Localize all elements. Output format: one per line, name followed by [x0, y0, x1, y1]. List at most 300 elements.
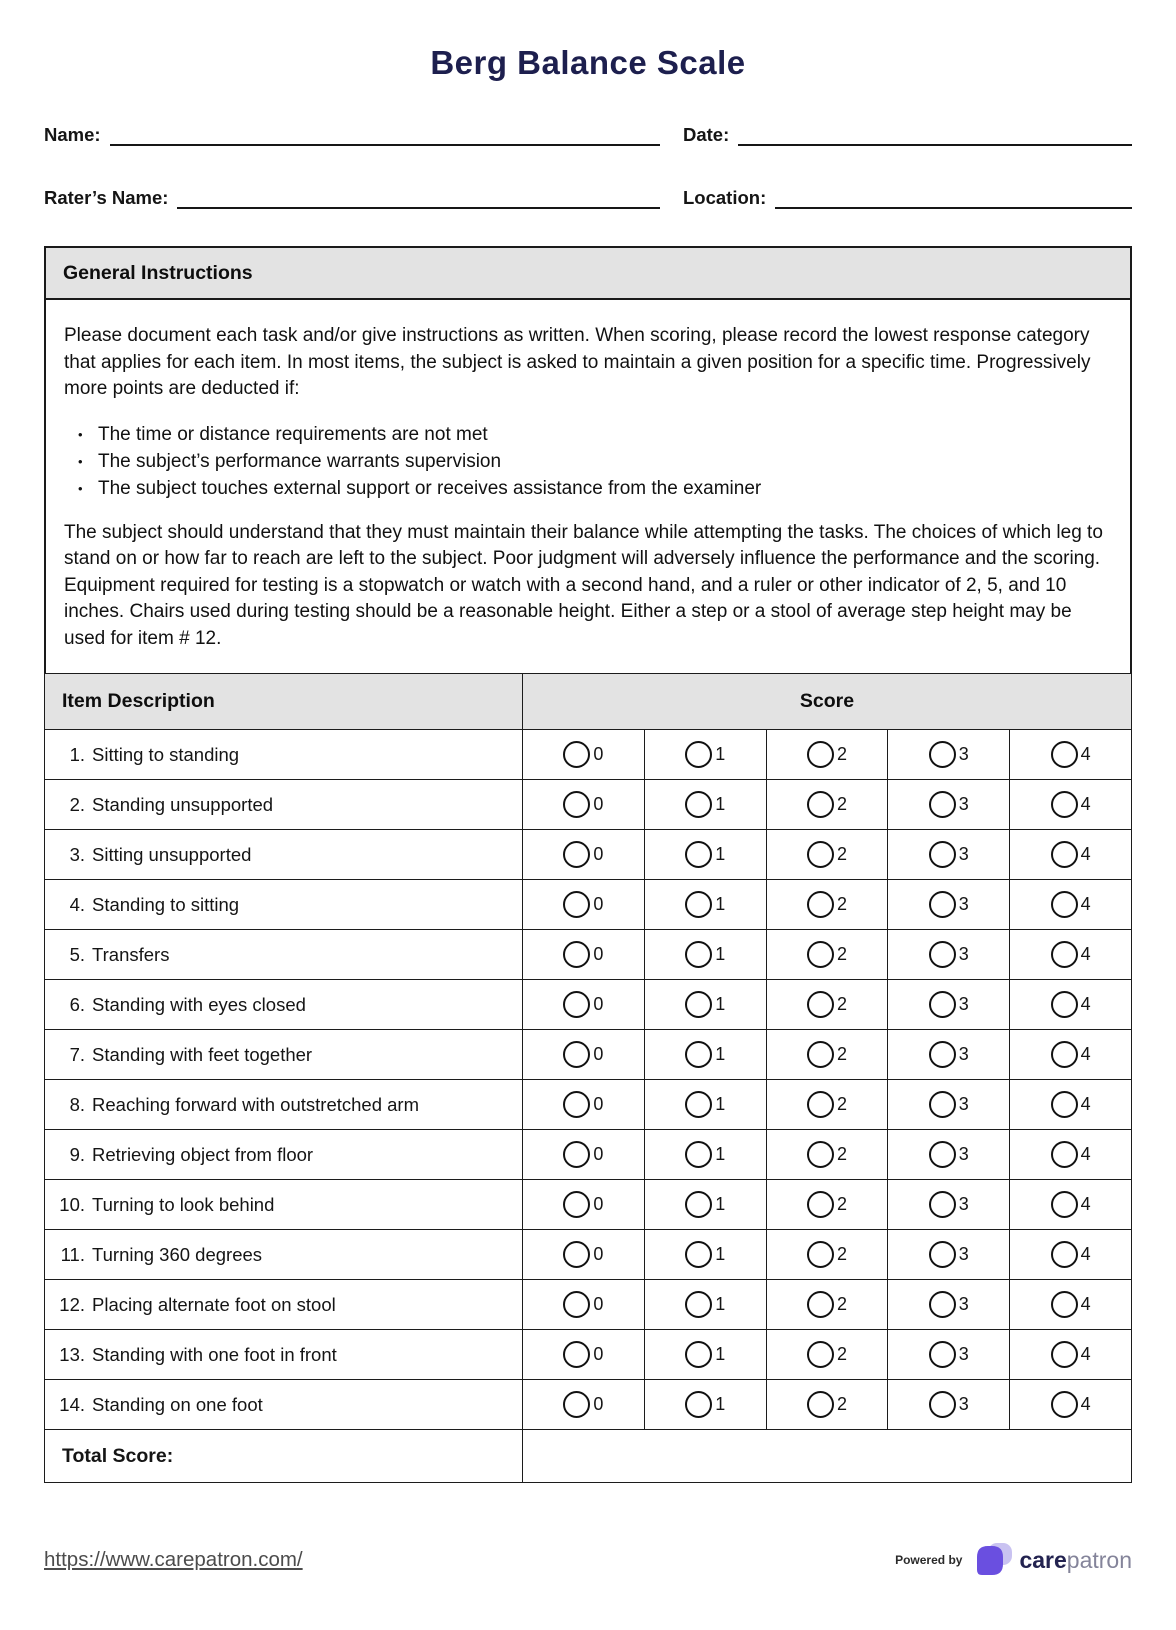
general-instructions-box: [44, 246, 1132, 675]
score-cell: [644, 880, 766, 930]
brand-patron-text: patron: [1066, 1546, 1132, 1573]
score-value: 3: [958, 1144, 969, 1164]
score-radio-1[interactable]: [685, 791, 712, 818]
score-value: 0: [593, 1244, 604, 1264]
item-cell: [45, 930, 523, 980]
score-value: 4: [1080, 1344, 1091, 1364]
score-radio-3[interactable]: [929, 1291, 956, 1318]
score-value: 1: [715, 1294, 726, 1314]
item-label: Transfers: [92, 943, 170, 965]
item-cell: [45, 1180, 523, 1230]
score-cell: [523, 1280, 645, 1330]
table-row: [45, 880, 1132, 930]
score-value: 3: [958, 944, 969, 964]
item-number: 14.: [59, 1393, 85, 1415]
powered-by-label: Powered by: [895, 1553, 963, 1567]
score-radio-2[interactable]: [807, 1241, 834, 1268]
powered-by-block: [895, 1541, 1132, 1579]
score-value: 2: [836, 1094, 847, 1114]
score-value: 0: [593, 1194, 604, 1214]
score-radio-3[interactable]: [929, 791, 956, 818]
score-radio-3[interactable]: [929, 1041, 956, 1068]
score-radio-3[interactable]: [929, 841, 956, 868]
item-cell: [45, 1280, 523, 1330]
instructions-intro: Please document each task and/or give instructions as written. When scoring, please record the lowest response category that applies for each item. In most items, the subject is asked to maintain a given position for a specific time. Progressively more points are deducted if:: [64, 325, 1091, 399]
score-cell: [523, 1230, 645, 1280]
score-cell: [766, 1330, 888, 1380]
item-label: Standing with feet together: [92, 1043, 313, 1065]
rater-name-field: [44, 183, 660, 209]
score-cell: [888, 930, 1010, 980]
item-number: 10.: [59, 1193, 85, 1215]
bullet-item: [78, 421, 1112, 448]
carepatron-logo: [972, 1541, 1132, 1579]
score-radio-4[interactable]: [1051, 991, 1078, 1018]
brand-wordmark: [1019, 1546, 1132, 1573]
item-label: Retrieving object from floor: [92, 1143, 314, 1165]
score-radio-1[interactable]: [685, 1141, 712, 1168]
score-radio-2[interactable]: [807, 991, 834, 1018]
score-cell: [644, 1130, 766, 1180]
score-cell: [1010, 930, 1132, 980]
item-cell: [45, 1080, 523, 1130]
score-cell: [766, 1380, 888, 1430]
score-radio-1[interactable]: [685, 841, 712, 868]
score-cell: [1010, 1280, 1132, 1330]
score-value: 0: [593, 944, 604, 964]
item-label: Turning 360 degrees: [92, 1243, 263, 1265]
score-table: [44, 673, 1132, 1483]
score-value: 2: [836, 744, 847, 764]
score-radio-3[interactable]: [929, 741, 956, 768]
score-cell: [644, 1330, 766, 1380]
table-row: [45, 830, 1132, 880]
score-radio-0[interactable]: [563, 1091, 590, 1118]
score-value: 0: [593, 994, 604, 1014]
score-cell: [888, 880, 1010, 930]
total-score-value-cell[interactable]: [523, 1430, 1132, 1483]
table-row: [45, 1330, 1132, 1380]
score-radio-3[interactable]: [929, 1241, 956, 1268]
score-cell: [1010, 1330, 1132, 1380]
score-radio-1[interactable]: [685, 1241, 712, 1268]
score-value: 1: [715, 1394, 726, 1414]
score-value: 3: [958, 794, 969, 814]
rater-name-label: Rater’s Name:: [44, 187, 169, 208]
name-input-line[interactable]: [110, 120, 660, 146]
score-value: 1: [715, 1344, 726, 1364]
table-row: [45, 730, 1132, 780]
score-radio-4[interactable]: [1051, 941, 1078, 968]
score-value: 0: [593, 794, 604, 814]
score-cell: [644, 730, 766, 780]
table-row: [45, 1080, 1132, 1130]
table-row: [45, 1180, 1132, 1230]
item-cell: [45, 1380, 523, 1430]
score-value: 0: [593, 1144, 604, 1164]
score-value: 1: [715, 1094, 726, 1114]
score-radio-3[interactable]: [929, 941, 956, 968]
score-value: 4: [1080, 1144, 1091, 1164]
score-cell: [644, 1180, 766, 1230]
score-radio-1[interactable]: [685, 1091, 712, 1118]
score-cell: [1010, 980, 1132, 1030]
score-radio-2[interactable]: [807, 1291, 834, 1318]
score-radio-0[interactable]: [563, 1391, 590, 1418]
item-cell: [45, 980, 523, 1030]
score-radio-4[interactable]: [1051, 1341, 1078, 1368]
score-cell: [888, 980, 1010, 1030]
score-value: 0: [593, 894, 604, 914]
score-cell: [766, 1080, 888, 1130]
item-number: 4.: [69, 893, 85, 915]
score-value: 4: [1080, 1294, 1091, 1314]
score-cell: [644, 830, 766, 880]
score-radio-4[interactable]: [1051, 791, 1078, 818]
item-number: 1.: [69, 743, 85, 765]
score-value: 0: [593, 1094, 604, 1114]
score-radio-1[interactable]: [685, 1041, 712, 1068]
score-radio-2[interactable]: [807, 891, 834, 918]
score-cell: [644, 1280, 766, 1330]
score-value: 1: [715, 944, 726, 964]
score-cell: [766, 1130, 888, 1180]
item-label: Standing on one foot: [92, 1393, 263, 1415]
bullet-item: [78, 448, 1112, 475]
score-cell: [523, 1080, 645, 1130]
score-radio-4[interactable]: [1051, 1391, 1078, 1418]
score-radio-0[interactable]: [563, 941, 590, 968]
score-cell: [644, 1030, 766, 1080]
score-cell: [766, 930, 888, 980]
score-radio-0[interactable]: [563, 1041, 590, 1068]
score-value: 1: [715, 1194, 726, 1214]
score-radio-3[interactable]: [929, 891, 956, 918]
score-radio-0[interactable]: [563, 1291, 590, 1318]
score-radio-1[interactable]: [685, 741, 712, 768]
score-radio-0[interactable]: [563, 1191, 590, 1218]
page-footer: [44, 1541, 1132, 1579]
score-cell: [888, 1180, 1010, 1230]
score-radio-4[interactable]: [1051, 1041, 1078, 1068]
table-row: [45, 930, 1132, 980]
score-cell: [1010, 780, 1132, 830]
item-label: Turning to look behind: [92, 1193, 275, 1215]
score-value: 3: [958, 1394, 969, 1414]
score-header: Score: [523, 674, 1132, 730]
location-field: [683, 183, 1132, 209]
score-radio-2[interactable]: [807, 1091, 834, 1118]
score-cell: [766, 730, 888, 780]
score-value: 1: [715, 794, 726, 814]
score-cell: [888, 1080, 1010, 1130]
score-cell: [644, 1380, 766, 1430]
score-radio-1[interactable]: [685, 1391, 712, 1418]
score-value: 3: [958, 744, 969, 764]
score-radio-3[interactable]: [929, 1341, 956, 1368]
bullet-text: The subject’s performance warrants supervision: [98, 450, 502, 472]
score-cell: [888, 730, 1010, 780]
score-radio-2[interactable]: [807, 1141, 834, 1168]
score-table-body: [45, 730, 1132, 1430]
score-radio-0[interactable]: [563, 1341, 590, 1368]
score-cell: [1010, 1230, 1132, 1280]
score-value: 1: [715, 1044, 726, 1064]
bullet-item: [78, 475, 1112, 502]
score-value: 2: [836, 944, 847, 964]
carepatron-blob-icon: [972, 1541, 1014, 1579]
score-value: 3: [958, 894, 969, 914]
score-value: 3: [958, 844, 969, 864]
score-radio-1[interactable]: [685, 891, 712, 918]
item-number: 6.: [69, 993, 85, 1015]
score-radio-4[interactable]: [1051, 1141, 1078, 1168]
score-radio-1[interactable]: [685, 1291, 712, 1318]
general-instructions-body: [46, 300, 1130, 673]
score-cell: [523, 1380, 645, 1430]
score-cell: [523, 980, 645, 1030]
score-cell: [523, 1180, 645, 1230]
date-field: [683, 120, 1132, 146]
score-radio-0[interactable]: [563, 1141, 590, 1168]
bullet-text: The subject touches external support or receives assistance from the examiner: [98, 477, 762, 499]
item-cell: [45, 880, 523, 930]
item-number: 5.: [69, 943, 85, 965]
score-cell: [644, 930, 766, 980]
bullet-icon: •: [78, 426, 83, 442]
item-number: 7.: [69, 1043, 85, 1065]
score-value: 1: [715, 894, 726, 914]
score-radio-1[interactable]: [685, 991, 712, 1018]
score-value: 2: [836, 1344, 847, 1364]
score-value: 4: [1080, 844, 1091, 864]
item-label: Reaching forward with outstretched arm: [92, 1093, 419, 1115]
score-cell: [888, 1130, 1010, 1180]
score-radio-3[interactable]: [929, 1391, 956, 1418]
score-radio-1[interactable]: [685, 1341, 712, 1368]
score-cell: [523, 780, 645, 830]
item-cell: [45, 730, 523, 780]
score-radio-2[interactable]: [807, 841, 834, 868]
score-value: 2: [836, 844, 847, 864]
item-cell: [45, 1330, 523, 1380]
score-cell: [888, 1230, 1010, 1280]
score-value: 1: [715, 1144, 726, 1164]
score-radio-0[interactable]: [563, 741, 590, 768]
brand-care-text: care: [1019, 1546, 1067, 1573]
score-value: 3: [958, 994, 969, 1014]
score-cell: [523, 1030, 645, 1080]
table-header-row: [45, 674, 1132, 730]
score-cell: [888, 1380, 1010, 1430]
item-number: 3.: [69, 843, 85, 865]
score-radio-0[interactable]: [563, 991, 590, 1018]
table-row: [45, 780, 1132, 830]
score-radio-3[interactable]: [929, 991, 956, 1018]
score-value: 4: [1080, 744, 1091, 764]
score-radio-3[interactable]: [929, 1091, 956, 1118]
location-input-line[interactable]: [775, 183, 1132, 209]
score-cell: [1010, 1380, 1132, 1430]
score-radio-2[interactable]: [807, 1041, 834, 1068]
header-fields: [44, 120, 1132, 209]
table-row: [45, 980, 1132, 1030]
field-row-1: [44, 120, 1132, 146]
score-cell: [523, 930, 645, 980]
score-value: 2: [836, 1044, 847, 1064]
score-cell: [523, 1330, 645, 1380]
score-radio-0[interactable]: [563, 891, 590, 918]
bullet-icon: •: [78, 453, 83, 469]
score-value: 1: [715, 844, 726, 864]
score-value: 4: [1080, 894, 1091, 914]
score-radio-2[interactable]: [807, 1191, 834, 1218]
table-row: [45, 1130, 1132, 1180]
table-row: [45, 1030, 1132, 1080]
bullet-icon: •: [78, 480, 83, 496]
score-value: 1: [715, 994, 726, 1014]
item-cell: [45, 780, 523, 830]
score-value: 4: [1080, 1394, 1091, 1414]
field-row-2: [44, 183, 1132, 209]
score-value: 3: [958, 1344, 969, 1364]
score-radio-0[interactable]: [563, 1241, 590, 1268]
item-number: 13.: [59, 1343, 85, 1365]
score-value: 0: [593, 1294, 604, 1314]
score-radio-4[interactable]: [1051, 741, 1078, 768]
score-radio-4[interactable]: [1051, 841, 1078, 868]
item-label: Standing with one foot in front: [92, 1343, 337, 1365]
item-cell: [45, 1030, 523, 1080]
score-value: 2: [836, 1394, 847, 1414]
score-cell: [523, 730, 645, 780]
score-cell: [766, 1230, 888, 1280]
score-value: 2: [836, 1194, 847, 1214]
score-table-head: [45, 674, 1132, 730]
item-cell: [45, 830, 523, 880]
score-cell: [644, 1230, 766, 1280]
score-value: 2: [836, 794, 847, 814]
score-radio-0[interactable]: [563, 841, 590, 868]
score-radio-1[interactable]: [685, 941, 712, 968]
rater-name-input-line[interactable]: [177, 183, 660, 209]
table-row: [45, 1280, 1132, 1330]
name-field: [44, 120, 660, 146]
score-cell: [644, 1080, 766, 1130]
score-cell: [1010, 880, 1132, 930]
score-radio-4[interactable]: [1051, 1091, 1078, 1118]
score-value: 0: [593, 1344, 604, 1364]
score-radio-3[interactable]: [929, 1141, 956, 1168]
location-label: Location:: [683, 187, 767, 208]
score-value: 4: [1080, 1244, 1091, 1264]
score-cell: [888, 780, 1010, 830]
item-cell: [45, 1130, 523, 1180]
score-value: 4: [1080, 1194, 1091, 1214]
score-cell: [1010, 1030, 1132, 1080]
score-cell: [766, 830, 888, 880]
score-value: 2: [836, 1244, 847, 1264]
score-cell: [1010, 830, 1132, 880]
score-cell: [888, 1280, 1010, 1330]
page-title: Berg Balance Scale: [430, 44, 746, 81]
score-radio-3[interactable]: [929, 1191, 956, 1218]
score-radio-2[interactable]: [807, 941, 834, 968]
score-cell: [766, 780, 888, 830]
score-value: 4: [1080, 994, 1091, 1014]
total-score-row: [45, 1430, 1132, 1483]
item-label: Placing alternate foot on stool: [92, 1293, 336, 1315]
score-cell: [1010, 1180, 1132, 1230]
general-instructions-header: General Instructions: [46, 248, 1130, 300]
score-value: 3: [958, 1044, 969, 1064]
score-cell: [1010, 1080, 1132, 1130]
score-table-foot: [45, 1430, 1132, 1483]
score-cell: [888, 1030, 1010, 1080]
score-value: 1: [715, 744, 726, 764]
score-value: 4: [1080, 794, 1091, 814]
score-value: 4: [1080, 1094, 1091, 1114]
item-cell: [45, 1230, 523, 1280]
item-number: 2.: [69, 793, 85, 815]
carepatron-url-link[interactable]: https://www.carepatron.com/: [44, 1548, 303, 1571]
score-cell: [766, 1030, 888, 1080]
item-label: Sitting to standing: [92, 743, 240, 765]
score-radio-4[interactable]: [1051, 1291, 1078, 1318]
score-radio-2[interactable]: [807, 1341, 834, 1368]
instructions-bullet-list: [64, 421, 1112, 502]
score-cell: [644, 780, 766, 830]
score-radio-4[interactable]: [1051, 891, 1078, 918]
instructions-outro: The subject should understand that they must maintain their balance while attempting the tasks. The choices of which leg to stand on or how far to reach are left to the subject. Poor judgment will adversely influence the performance and the scoring. Equipment required for testing is a stopwatch or watch with a second hand, and a ruler or other indicator of 2, 5, and 10 inches. Chairs used during testing should be a reasonable height. Either a step or a stool of average step height may be used for item # 12.: [64, 521, 1103, 649]
score-cell: [766, 880, 888, 930]
score-cell: [766, 1180, 888, 1230]
score-value: 3: [958, 1094, 969, 1114]
score-value: 2: [836, 894, 847, 914]
score-value: 2: [836, 1144, 847, 1164]
score-value: 0: [593, 744, 604, 764]
item-number: 8.: [69, 1093, 85, 1115]
item-label: Standing with eyes closed: [92, 993, 306, 1015]
date-label: Date:: [683, 124, 730, 145]
score-radio-4[interactable]: [1051, 1241, 1078, 1268]
score-cell: [766, 980, 888, 1030]
score-value: 2: [836, 1294, 847, 1314]
score-radio-4[interactable]: [1051, 1191, 1078, 1218]
date-input-line[interactable]: [738, 120, 1132, 146]
score-radio-2[interactable]: [807, 1391, 834, 1418]
score-cell: [888, 830, 1010, 880]
item-label: Sitting unsupported: [92, 843, 252, 865]
score-value: 2: [836, 994, 847, 1014]
score-value: 0: [593, 1394, 604, 1414]
score-radio-2[interactable]: [807, 791, 834, 818]
score-value: 3: [958, 1194, 969, 1214]
score-radio-1[interactable]: [685, 1191, 712, 1218]
score-cell: [1010, 730, 1132, 780]
score-value: 0: [593, 1044, 604, 1064]
score-value: 4: [1080, 944, 1091, 964]
score-radio-0[interactable]: [563, 791, 590, 818]
item-description-header: Item Description: [45, 674, 523, 730]
table-row: [45, 1230, 1132, 1280]
score-radio-2[interactable]: [807, 741, 834, 768]
score-cell: [888, 1330, 1010, 1380]
item-label: Standing to sitting: [92, 893, 240, 915]
score-cell: [523, 830, 645, 880]
score-value: 1: [715, 1244, 726, 1264]
name-label: Name:: [44, 124, 101, 145]
